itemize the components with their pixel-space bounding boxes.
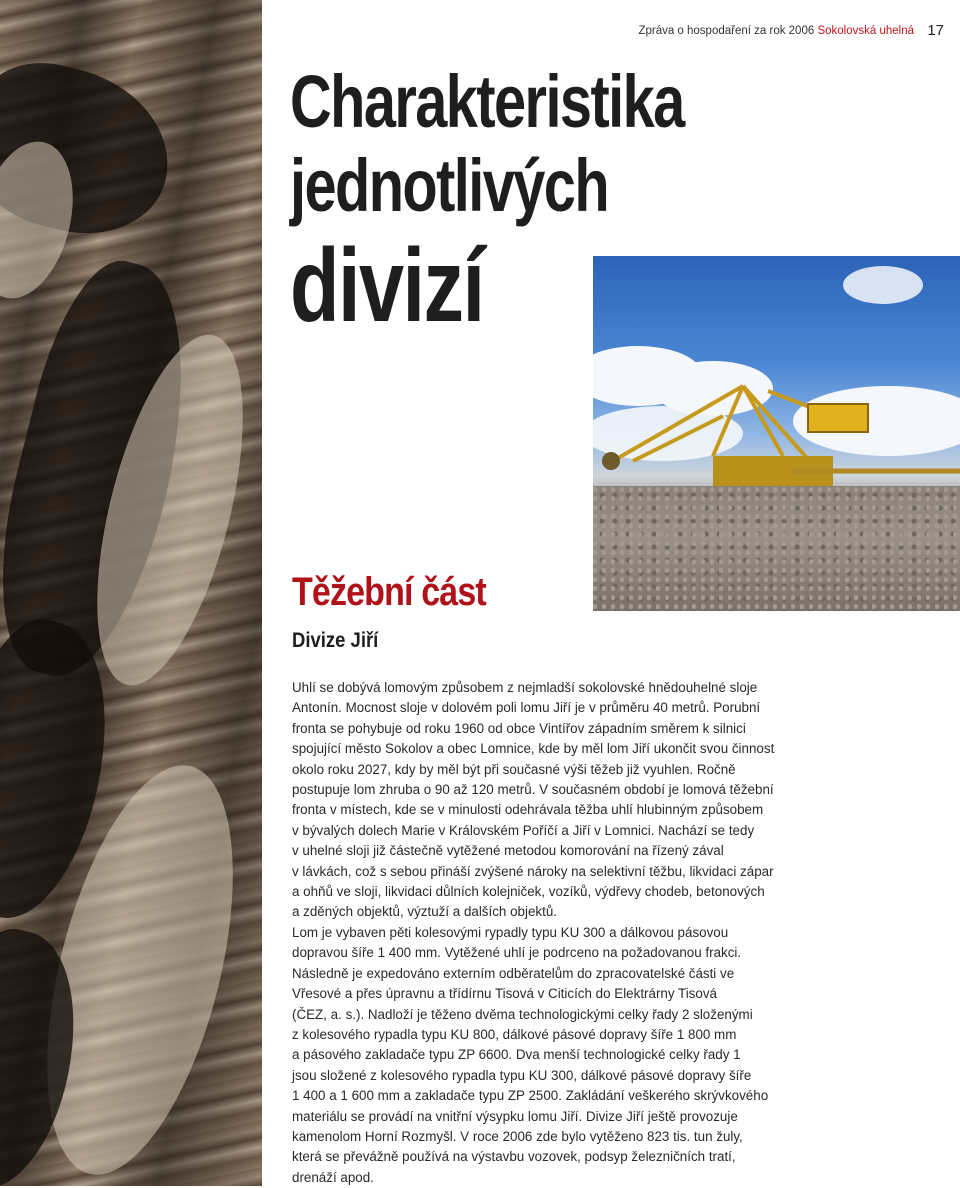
body-line: Antonín. Mocnost sloje v dolovém poli lomu Jiří je v průměru 40 metrů. Porubní	[292, 700, 761, 716]
rock-face-photo	[0, 0, 262, 1186]
body-line: Lom je vybaven pěti kolesovými rypadly typu KU 300 a dálkovou pásovou	[292, 924, 729, 940]
body-line: jsou složené z kolesového rypadla typu KU 300, dálkové pásové dopravy šíře	[292, 1067, 752, 1083]
body-paragraph	[292, 678, 812, 1188]
body-line: v uhelné sloji již částečně vytěžené metodou komorování na řízený zával	[292, 843, 724, 859]
title-line-2: jednotlivých	[290, 144, 609, 227]
running-header	[638, 25, 914, 37]
body-line: spojující město Sokolov a obec Lomnice, kde by měl lom Jiří ukončit svou činnost	[292, 741, 775, 757]
title-line-3: divizí	[290, 228, 484, 344]
body-line: dopravou šíře 1 400 mm. Vytěžené uhlí je podrceno na požadovanou frakci.	[292, 945, 742, 961]
body-line: 1 400 a 1 600 mm a zakladače typu ZP 2500. Zakládání veškerého skrývkového	[292, 1088, 769, 1104]
body-line: materiálu se provádí na vnitřní výsypku lomu Jiří. Divize Jiří ještě provozuje	[292, 1108, 738, 1124]
body-line: Následně je expedováno externím odběratelům do zpracovatelské části ve	[292, 965, 735, 981]
body-line: fronta v místech, kde se v minulosti odehrávala těžba uhlí hlubinným způsobem	[292, 802, 764, 818]
body-line: v bývalých dolech Marie v Královském Poříčí a Jiří v Lomnici. Nachází se tedy	[292, 822, 755, 838]
body-line: okolo roku 2027, kdy by měl být při současné výši těžeb již vyuhlen. Ročně	[292, 761, 736, 777]
body-line: Uhlí se dobývá lomovým způsobem z nejmladší sokolovské hnědouhelné sloje	[292, 680, 758, 695]
section-title: Těžební část	[292, 570, 486, 614]
mine-ground	[593, 486, 960, 611]
page-number: 17	[927, 22, 944, 39]
body-line: a zděných objektů, výztuží a dalších objektů.	[292, 904, 557, 920]
title-line-1: Charakteristika	[290, 60, 684, 143]
body-line: z kolesového rypadla typu KU 800, dálkové pásové dopravy šíře 1 800 mm	[292, 1026, 737, 1042]
report-title: Zpráva o hospodaření za rok 2006	[638, 25, 815, 37]
body-line: kamenolom Horní Rozmyšl. V roce 2006 zde bylo vytěženo 823 tis. tun žuly,	[292, 1128, 743, 1144]
body-line: postupuje lom zhruba o 90 až 120 metrů. V současném období je lomová těžební	[292, 782, 774, 798]
body-line: a pásového zakladače typu ZP 6600. Dva menší technologické celky řady 1	[292, 1047, 741, 1063]
body-line: a ohňů ve sloji, likvidaci důlních kolejniček, vozíků, výdřevy chodeb, betonových	[292, 884, 765, 900]
body-line: která se převážně používá na výstavbu vozovek, podsyp železničních tratí,	[292, 1149, 736, 1165]
body-line: (ČEZ, a. s.). Nadloží je těženo dvěma technologickými celky řady 2 složenými	[292, 1006, 753, 1022]
company-name: Sokolovská uhelná	[817, 25, 914, 37]
subsection-title: Divize Jiří	[292, 629, 379, 652]
body-line: v lávkách, což s sebou přináší zvýšené nároky na selektivní těžbu, likvidaci zápar	[292, 863, 774, 879]
body-line: Vřesové a přes úpravnu a třídírnu Tisová v Citicích do Elektrárny Tisová	[292, 986, 717, 1002]
body-line: drenáží apod.	[292, 1169, 374, 1185]
body-line: fronta se pohybuje od roku 1960 od obce Vintířov západním směrem k silnici	[292, 720, 746, 736]
bucket-wheel-excavator-photo	[593, 256, 960, 611]
